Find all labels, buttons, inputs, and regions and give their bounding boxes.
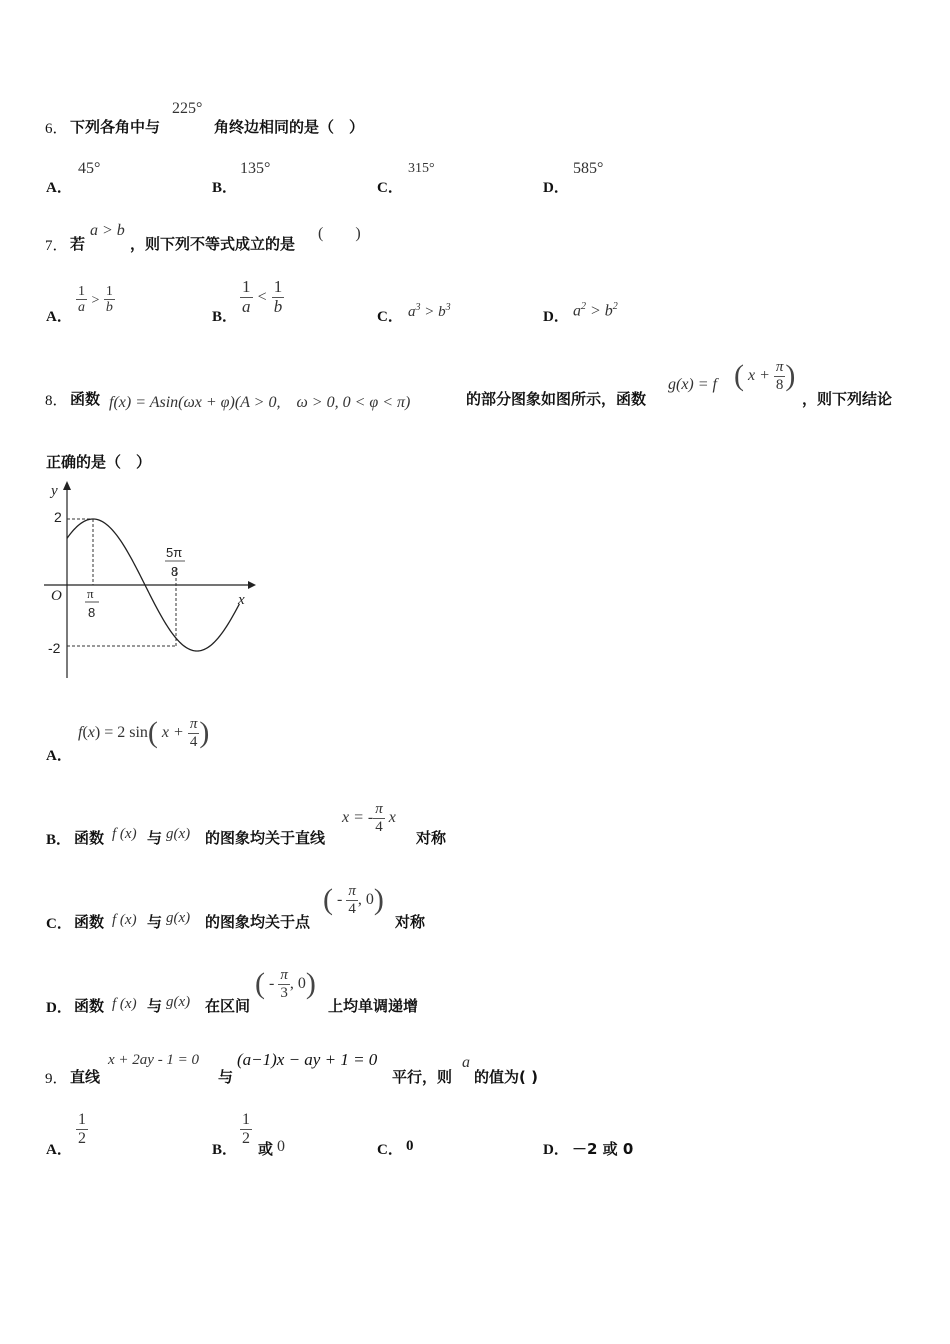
question-number: 9．	[45, 1071, 68, 1087]
option-label: A．	[46, 180, 72, 196]
option-label: D．	[543, 309, 569, 325]
option-label: A．	[46, 748, 72, 764]
question-text: 下列各角中与	[70, 118, 161, 136]
question-text: ，则下列不等式成立的是	[130, 235, 296, 253]
option-text: 0	[277, 1138, 285, 1155]
option-text: 函数	[74, 913, 105, 931]
math-eq1: x + 2ay - 1 = 0	[108, 1052, 200, 1068]
option-math: $\frac{1}{2}$	[78, 1111, 86, 1147]
option-math: g(x)	[166, 910, 191, 926]
option-text: －2 或 0	[572, 1140, 634, 1158]
option-value: 585°	[573, 160, 604, 177]
option-math: $\frac{1}{2}$	[242, 1111, 250, 1147]
option-text: 0	[406, 1138, 414, 1154]
y-axis-arrow	[63, 481, 71, 490]
question-text: 与	[218, 1068, 234, 1086]
option-math: $a^2 > b^2$	[573, 301, 618, 320]
option-math: ( - $\frac{\pi}{3}$ , 0)	[255, 967, 316, 1001]
question-text: ，则下列结论	[802, 390, 893, 408]
option-label: C．	[377, 1142, 403, 1158]
option-math: $a^3 > b^3$	[408, 302, 451, 320]
option-value: 45°	[78, 160, 101, 177]
question-text: 角终边相同的是（ ）	[214, 118, 365, 136]
answer-paren: ( )	[318, 225, 361, 242]
math-function: f(x) = Asin(ωx + φ)(A > 0, ω > 0, 0 < φ < π)	[109, 394, 411, 411]
option-text: 的图象均关于点	[205, 913, 311, 931]
question-number: 8．	[45, 393, 68, 409]
question-text: 的部分图象如图所示，函数	[466, 390, 647, 408]
question-text: 若	[70, 235, 86, 253]
x-tick-5pi8-num: 5π	[166, 545, 183, 560]
option-text: 在区间	[205, 997, 251, 1015]
option-label: C．	[377, 180, 403, 196]
origin-label: O	[51, 588, 62, 604]
question-text: 函数	[70, 390, 101, 408]
question-text: 的值为( )	[474, 1068, 538, 1086]
option-math: $\frac{1}{a}$ < $\frac{1}{b}$	[242, 277, 283, 316]
option-math: f (x)	[112, 912, 137, 928]
x-axis-arrow	[248, 581, 256, 589]
option-label: B．	[212, 1142, 238, 1158]
x-tick-5pi8-den: 8	[171, 564, 179, 579]
option-value: 135°	[240, 160, 271, 177]
math-eq2: (a−1)x − ay + 1 = 0	[237, 1050, 378, 1069]
option-text: 对称	[416, 829, 447, 847]
option-math: $\frac{1}{a}$ > $\frac{1}{b}$	[78, 284, 113, 316]
option-label: B．	[212, 309, 238, 325]
option-text: 与	[147, 829, 163, 847]
option-math: f (x)	[112, 826, 137, 842]
function-graph	[38, 478, 258, 683]
x-tick-pi8-den: 8	[88, 605, 96, 620]
y-tick-neg2: -2	[48, 640, 61, 656]
question-text: 平行，则	[392, 1068, 453, 1086]
option-math: g(x)	[166, 826, 191, 842]
math-condition: a > b	[90, 222, 125, 239]
question-text: 正确的是（ ）	[46, 453, 152, 471]
option-math: f(x) = 2 sin( x + $\frac{\pi}{4}$ )	[78, 716, 210, 750]
option-math: x = - $\frac{\pi}{4}$ x	[342, 801, 396, 835]
math-angle: 225°	[172, 100, 203, 117]
option-label: C．	[377, 309, 403, 325]
question-number: 6．	[45, 121, 68, 137]
option-label: B．	[46, 832, 72, 848]
option-text: 上均单调递增	[328, 997, 419, 1015]
x-axis-label: x	[238, 592, 245, 608]
math-gfunc-arg: ( x + $\frac{\pi}{8}$ )	[734, 359, 796, 393]
option-math: g(x)	[166, 994, 191, 1010]
option-label: A．	[46, 1142, 72, 1158]
option-label: B．	[212, 180, 238, 196]
option-label: C．	[46, 916, 72, 932]
option-text: 对称	[395, 913, 426, 931]
option-value: 315°	[408, 161, 435, 176]
question-text: 直线	[70, 1068, 101, 1086]
option-math: ( - $\frac{\pi}{4}$ , 0)	[323, 883, 384, 917]
math-gfunc: g(x) = f	[668, 376, 717, 393]
option-text: 或	[258, 1140, 274, 1158]
x-tick-pi8-num: π	[87, 586, 94, 601]
option-math: f (x)	[112, 996, 137, 1012]
y-axis-label: y	[51, 483, 58, 499]
question-number: 7．	[45, 238, 68, 254]
math-var: a	[462, 1054, 470, 1071]
option-text: 函数	[74, 997, 105, 1015]
option-label: A．	[46, 309, 72, 325]
option-text: 与	[147, 997, 163, 1015]
y-tick-2: 2	[54, 509, 62, 525]
option-label: D．	[543, 1142, 569, 1158]
option-text: 的图象均关于直线	[205, 829, 326, 847]
option-label: D．	[543, 180, 569, 196]
option-text: 函数	[74, 829, 105, 847]
option-text: 与	[147, 913, 163, 931]
option-label: D．	[46, 1000, 72, 1016]
